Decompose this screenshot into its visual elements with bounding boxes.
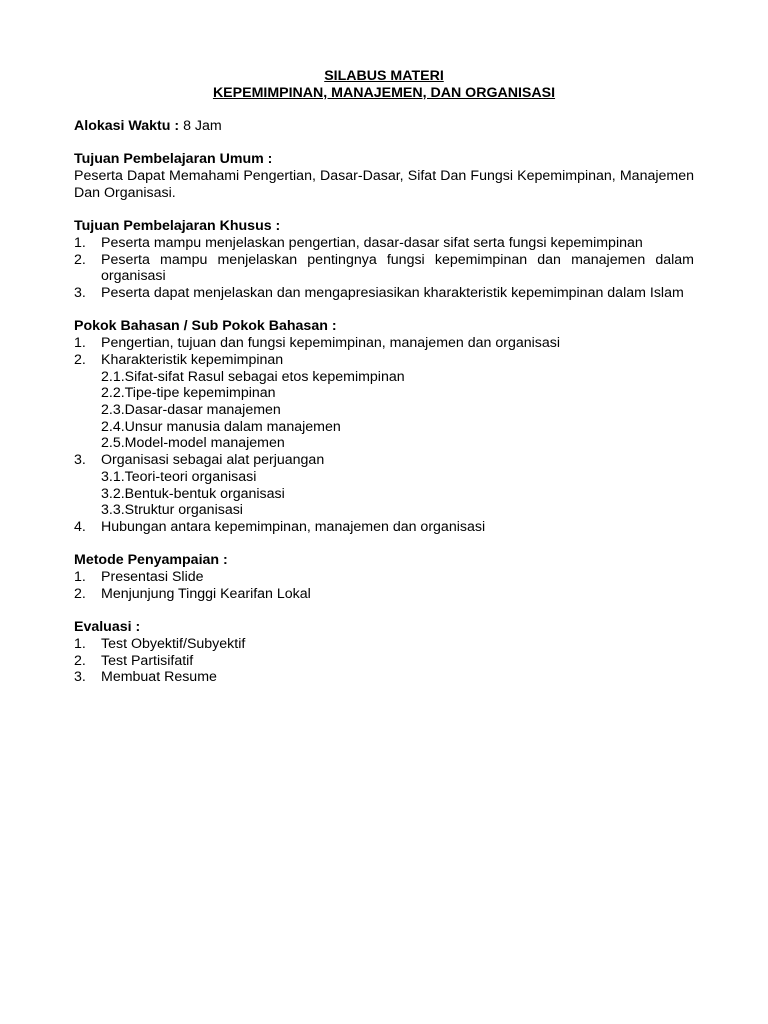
list-item bbox=[74, 636, 694, 653]
list-number: 1. bbox=[74, 635, 86, 652]
sub-list-item bbox=[74, 369, 694, 386]
list-item bbox=[74, 586, 694, 603]
list-text: Unsur manusia dalam manajemen bbox=[124, 418, 341, 435]
list-number: 2. bbox=[74, 251, 86, 268]
list-text: Test Obyektif/Subyektif bbox=[101, 635, 246, 652]
list-text: Peserta mampu menjelaskan pengertian, dasar-dasar sifat serta fungsi kepemimpinan bbox=[101, 234, 643, 251]
sub-list-item bbox=[74, 502, 694, 519]
alokasi-waktu bbox=[74, 118, 694, 135]
list-number: 3. bbox=[74, 669, 86, 686]
syllabus-content bbox=[74, 68, 694, 686]
sub-list-item bbox=[74, 385, 694, 402]
list-number: 3. bbox=[74, 452, 86, 469]
list-item bbox=[74, 252, 694, 285]
tpu-heading: Tujuan Pembelajaran Umum : bbox=[74, 151, 273, 168]
pokok-list bbox=[74, 335, 694, 535]
list-item bbox=[74, 653, 694, 670]
alokasi-value: 8 Jam bbox=[179, 118, 222, 135]
list-item bbox=[74, 235, 694, 252]
list-number: 2. bbox=[74, 351, 86, 368]
list-text: Dasar-dasar manajemen bbox=[124, 402, 281, 418]
sub-list-item bbox=[74, 469, 694, 486]
tpk-heading: Tujuan Pembelajaran Khusus : bbox=[74, 218, 281, 235]
list-number: 4. bbox=[74, 518, 86, 535]
evaluasi-heading: Evaluasi : bbox=[74, 619, 141, 636]
list-text: Sifat-sifat Rasul sebagai etos kepemimpinan bbox=[124, 368, 405, 385]
alokasi-label: Alokasi Waktu : bbox=[74, 118, 180, 135]
sub-list-item bbox=[74, 402, 694, 419]
document-title-line2: KEPEMIMPINAN, MANAJEMEN, DAN ORGANISASI bbox=[212, 84, 556, 101]
metode-list bbox=[74, 569, 694, 602]
list-text: Hubungan antara kepemimpinan, manajemen dan organisasi bbox=[101, 518, 486, 535]
pokok-heading: Pokok Bahasan / Sub Pokok Bahasan : bbox=[74, 318, 337, 335]
list-number: 1. bbox=[74, 234, 86, 251]
list-text: Presentasi Slide bbox=[101, 569, 204, 586]
list-number: 3. bbox=[74, 285, 86, 302]
tpk-list bbox=[74, 235, 694, 302]
list-item bbox=[74, 285, 694, 302]
list-number: 2. bbox=[74, 585, 86, 602]
list-item bbox=[74, 335, 694, 352]
list-text: Test Partisifatif bbox=[101, 652, 194, 669]
list-text: Peserta dapat menjelaskan dan mengapresiasikan kharakteristik kepemimpinan dalam Islam bbox=[101, 285, 684, 302]
list-number: 1. bbox=[74, 569, 86, 586]
list-number: 2. bbox=[74, 652, 86, 669]
list-number: 1. bbox=[74, 335, 86, 352]
list-text: Organisasi sebagai alat perjuangan bbox=[101, 452, 325, 469]
list-text: Model-model manajemen bbox=[124, 435, 285, 452]
list-number: 2.1. bbox=[101, 368, 125, 385]
metode-heading: Metode Penyampaian : bbox=[74, 552, 228, 569]
list-text: Pengertian, tujuan dan fungsi kepemimpinan, manajemen dan organisasi bbox=[101, 335, 561, 352]
sub-list-item bbox=[74, 435, 694, 452]
list-item bbox=[74, 669, 694, 686]
sub-list-item bbox=[74, 486, 694, 503]
list-text: Menjunjung Tinggi Kearifan Lokal bbox=[101, 585, 311, 602]
tpu-text: Peserta Dapat Memahami Pengertian, Dasar-Dasar, Sifat Dan Fungsi Kepemimpinan, Manajemen Dan Organisasi. bbox=[74, 168, 694, 201]
list-text: Kharakteristik kepemimpinan bbox=[101, 351, 284, 368]
list-number: 3.1. bbox=[101, 468, 125, 485]
sub-list-item bbox=[74, 419, 694, 436]
list-number: 2.5. bbox=[101, 435, 125, 452]
evaluasi-list bbox=[74, 636, 694, 686]
list-item bbox=[74, 452, 694, 469]
list-text: Tipe-tipe kepemimpinan bbox=[124, 385, 276, 402]
document-title-line1: SILABUS MATERI bbox=[324, 68, 444, 84]
list-item bbox=[74, 352, 694, 369]
list-item bbox=[74, 519, 694, 536]
list-number: 3.3. bbox=[101, 502, 125, 519]
list-text: Membuat Resume bbox=[101, 669, 217, 686]
list-number: 2.2. bbox=[101, 385, 125, 402]
list-number: 2.4. bbox=[101, 418, 125, 435]
list-number: 2.3. bbox=[101, 402, 125, 418]
list-text: Bentuk-bentuk organisasi bbox=[124, 485, 285, 502]
list-text: Teori-teori organisasi bbox=[124, 468, 257, 485]
list-text: Peserta mampu menjelaskan pentingnya fungsi kepemimpinan dan manajemen dalam organisasi bbox=[101, 251, 694, 285]
list-text: Struktur organisasi bbox=[124, 502, 243, 519]
list-item bbox=[74, 569, 694, 586]
list-number: 3.2. bbox=[101, 485, 125, 502]
